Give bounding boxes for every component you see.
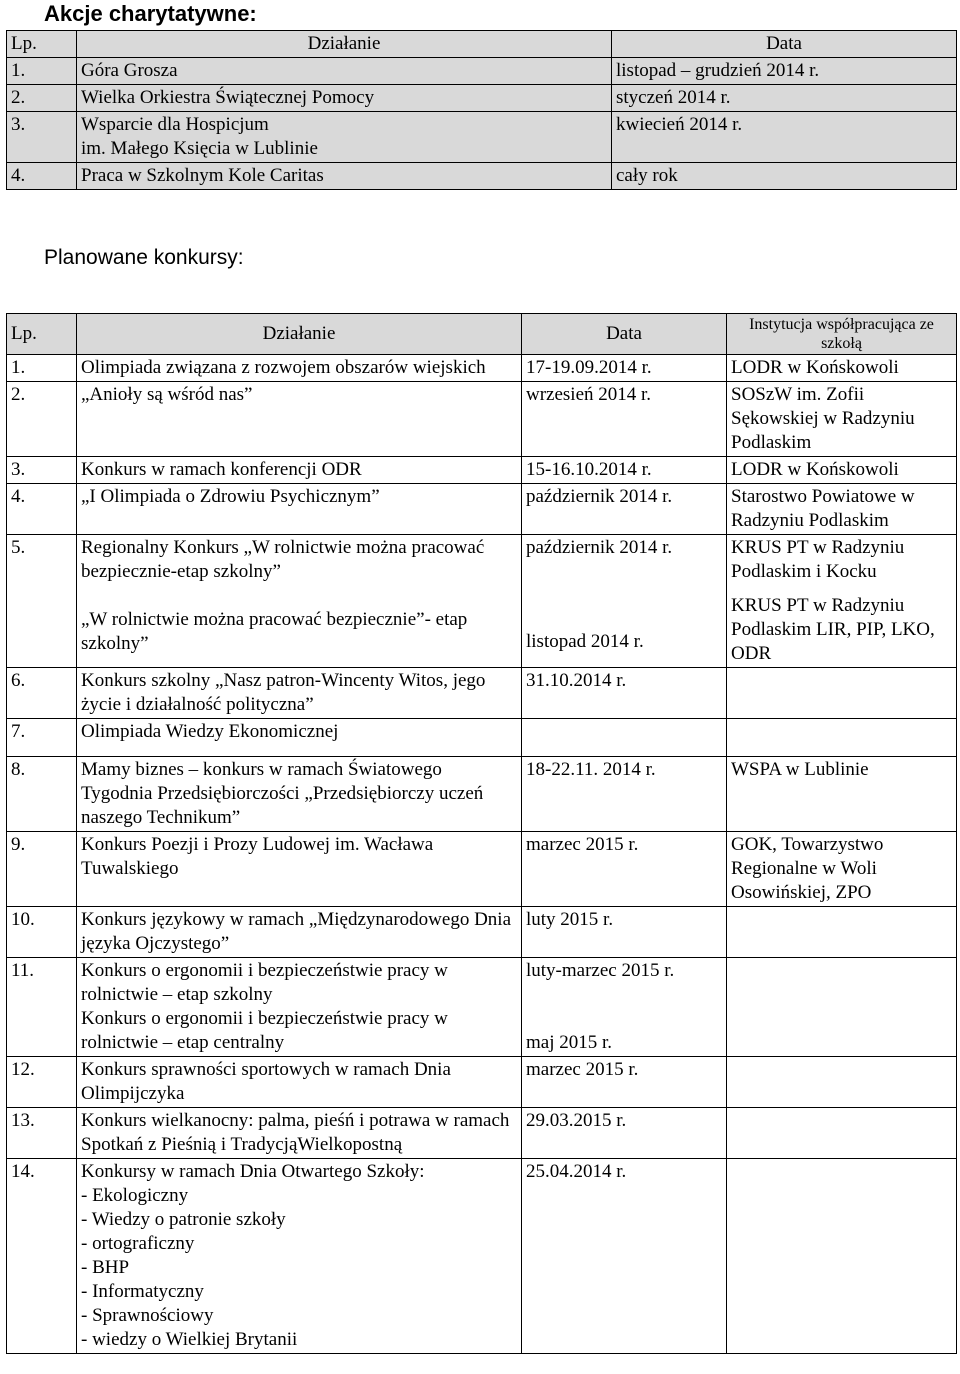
table-row — [7, 457, 957, 484]
row-institution: LODR w Końskowoli — [727, 355, 957, 382]
header-action: Działanie — [77, 31, 612, 58]
table-header-row — [7, 31, 957, 58]
row-lp: 6. — [7, 668, 77, 719]
row-institution — [727, 719, 957, 757]
row-date: 15-16.10.2014 r. — [522, 457, 727, 484]
row-institution: GOK, Towarzystwo Regionalne w Woli Osowińskiej, ZPO — [727, 832, 957, 907]
row-institution — [727, 668, 957, 719]
row-lp: 5. — [7, 535, 77, 668]
table-row — [7, 163, 957, 190]
table-row — [7, 382, 957, 457]
row-action: Konkurs wielkanocny: palma, pieśń i potrawa w ramach Spotkań z Pieśnią i TradycjąWielkopostną — [77, 1108, 522, 1159]
row-action-part: Konkursy w ramach Dnia Otwartego Szkoły: — [81, 1161, 425, 1182]
list-item: - Informatyczny — [81, 1281, 204, 1302]
header-institution: Instytucja współpracująca ze szkołą — [727, 314, 957, 355]
row-action: Konkurs w ramach konferencji ODR — [77, 457, 522, 484]
row-action: Praca w Szkolnym Kole Caritas — [77, 163, 612, 190]
row-date — [522, 535, 727, 668]
row-date — [522, 719, 727, 757]
row-date: listopad – grudzień 2014 r. — [612, 58, 957, 85]
row-date: cały rok — [612, 163, 957, 190]
row-date: 25.04.2014 r. — [522, 1159, 727, 1354]
row-date-part: październik 2014 r. — [526, 537, 673, 558]
row-action: Konkurs językowy w ramach „Międzynarodowego Dnia języka Ojczystego” — [77, 907, 522, 958]
table-row — [7, 668, 957, 719]
table-row — [7, 907, 957, 958]
table-row — [7, 58, 957, 85]
row-date-part: listopad 2014 r. — [526, 631, 644, 652]
row-date: 17-19.09.2014 r. — [522, 355, 727, 382]
row-action — [77, 958, 522, 1057]
row-date: marzec 2015 r. — [522, 832, 727, 907]
table-row — [7, 535, 957, 668]
header-action: Działanie — [77, 314, 522, 355]
row-lp: 2. — [7, 85, 77, 112]
row-action-part: Konkurs o ergonomii i bezpieczeństwie pracy w rolnictwie – etap centralny — [81, 1008, 448, 1053]
row-action-line: Wsparcie dla Hospicjum — [81, 114, 269, 135]
row-institution — [727, 907, 957, 958]
charity-heading: Akcje charytatywne: — [44, 1, 257, 26]
charity-table — [6, 30, 957, 190]
row-lp: 4. — [7, 163, 77, 190]
table-row — [7, 112, 957, 163]
row-lp: 11. — [7, 958, 77, 1057]
list-item: - Wiedzy o patronie szkoły — [81, 1209, 286, 1230]
row-date: 29.03.2015 r. — [522, 1108, 727, 1159]
table-row — [7, 1057, 957, 1108]
table-row — [7, 484, 957, 535]
row-lp: 3. — [7, 112, 77, 163]
row-action: Góra Grosza — [77, 58, 612, 85]
row-action-part: Konkurs o ergonomii i bezpieczeństwie pracy w rolnictwie – etap szkolny — [81, 960, 448, 1005]
table-row — [7, 719, 957, 757]
row-lp: 4. — [7, 484, 77, 535]
row-date: styczeń 2014 r. — [612, 85, 957, 112]
table-header-row — [7, 314, 957, 355]
row-institution — [727, 1057, 957, 1108]
table-row — [7, 757, 957, 832]
row-institution — [727, 958, 957, 1057]
row-lp: 3. — [7, 457, 77, 484]
list-item: - Sprawnościowy — [81, 1305, 214, 1326]
row-action: „I Olimpiada o Zdrowiu Psychicznym” — [77, 484, 522, 535]
row-action: Wielka Orkiestra Świątecznej Pomocy — [77, 85, 612, 112]
row-action: Konkurs szkolny „Nasz patron-Wincenty Witos, jego życie i działalność polityczna” — [77, 668, 522, 719]
row-action: „Anioły są wśród nas” — [77, 382, 522, 457]
row-date: kwiecień 2014 r. — [612, 112, 957, 163]
row-lp: 1. — [7, 355, 77, 382]
row-date: 18-22.11. 2014 r. — [522, 757, 727, 832]
row-date: wrzesień 2014 r. — [522, 382, 727, 457]
row-institution — [727, 1108, 957, 1159]
row-lp: 1. — [7, 58, 77, 85]
row-date: luty 2015 r. — [522, 907, 727, 958]
contests-heading: Planowane konkursy: — [44, 246, 244, 269]
row-date-part: luty-marzec 2015 r. — [526, 960, 675, 981]
row-institution: Starostwo Powiatowe w Radzyniu Podlaskim — [727, 484, 957, 535]
row-institution — [727, 535, 957, 668]
header-date: Data — [522, 314, 727, 355]
row-lp: 2. — [7, 382, 77, 457]
row-action: Mamy biznes – konkurs w ramach Światowego Tygodnia Przedsiębiorczości „Przedsiębiorczy uczeń naszego Technikum” — [77, 757, 522, 832]
row-institution: LODR w Końskowoli — [727, 457, 957, 484]
row-action — [77, 535, 522, 668]
row-lp: 13. — [7, 1108, 77, 1159]
row-action: Olimpiada Wiedzy Ekonomicznej — [77, 719, 522, 757]
row-action-part: „W rolnictwie można pracować bezpiecznie”- etap szkolny” — [81, 609, 468, 654]
row-date: 31.10.2014 r. — [522, 668, 727, 719]
row-lp: 9. — [7, 832, 77, 907]
row-action: Olimpiada związana z rozwojem obszarów wiejskich — [77, 355, 522, 382]
header-date: Data — [612, 31, 957, 58]
row-action: Konkurs Poezji i Prozy Ludowej im. Wacława Tuwalskiego — [77, 832, 522, 907]
row-date-part: maj 2015 r. — [526, 1032, 613, 1053]
list-item: - Ekologiczny — [81, 1185, 189, 1206]
table-row — [7, 85, 957, 112]
row-lp: 14. — [7, 1159, 77, 1354]
header-lp: Lp. — [7, 314, 77, 355]
row-institution-part: KRUS PT w Radzyniu Podlaskim LIR, PIP, LKO, ODR — [731, 595, 935, 664]
contests-table — [6, 313, 957, 1354]
row-institution: SOSzW im. Zofii Sękowskiej w Radzyniu Podlaskim — [727, 382, 957, 457]
row-action — [77, 112, 612, 163]
list-item: - wiedzy o Wielkiej Brytanii — [81, 1329, 298, 1350]
row-institution — [727, 1159, 957, 1354]
row-action — [77, 1159, 522, 1354]
row-action: Konkurs sprawności sportowych w ramach Dnia Olimpijczyka — [77, 1057, 522, 1108]
table-row — [7, 1159, 957, 1354]
row-institution: WSPA w Lublinie — [727, 757, 957, 832]
table-row — [7, 958, 957, 1057]
row-date — [522, 958, 727, 1057]
row-lp: 12. — [7, 1057, 77, 1108]
row-lp: 8. — [7, 757, 77, 832]
list-item: - ortograficzny — [81, 1233, 195, 1254]
header-lp: Lp. — [7, 31, 77, 58]
row-lp: 7. — [7, 719, 77, 757]
row-date: marzec 2015 r. — [522, 1057, 727, 1108]
table-row — [7, 355, 957, 382]
row-action-part: Regionalny Konkurs „W rolnictwie można pracować bezpiecznie-etap szkolny” — [81, 537, 485, 582]
row-action-line: im. Małego Księcia w Lublinie — [81, 138, 318, 159]
list-item: - BHP — [81, 1257, 130, 1278]
row-date: październik 2014 r. — [522, 484, 727, 535]
table-row — [7, 1108, 957, 1159]
row-lp: 10. — [7, 907, 77, 958]
row-institution-part: KRUS PT w Radzyniu Podlaskim i Kocku — [731, 537, 905, 582]
table-row — [7, 832, 957, 907]
